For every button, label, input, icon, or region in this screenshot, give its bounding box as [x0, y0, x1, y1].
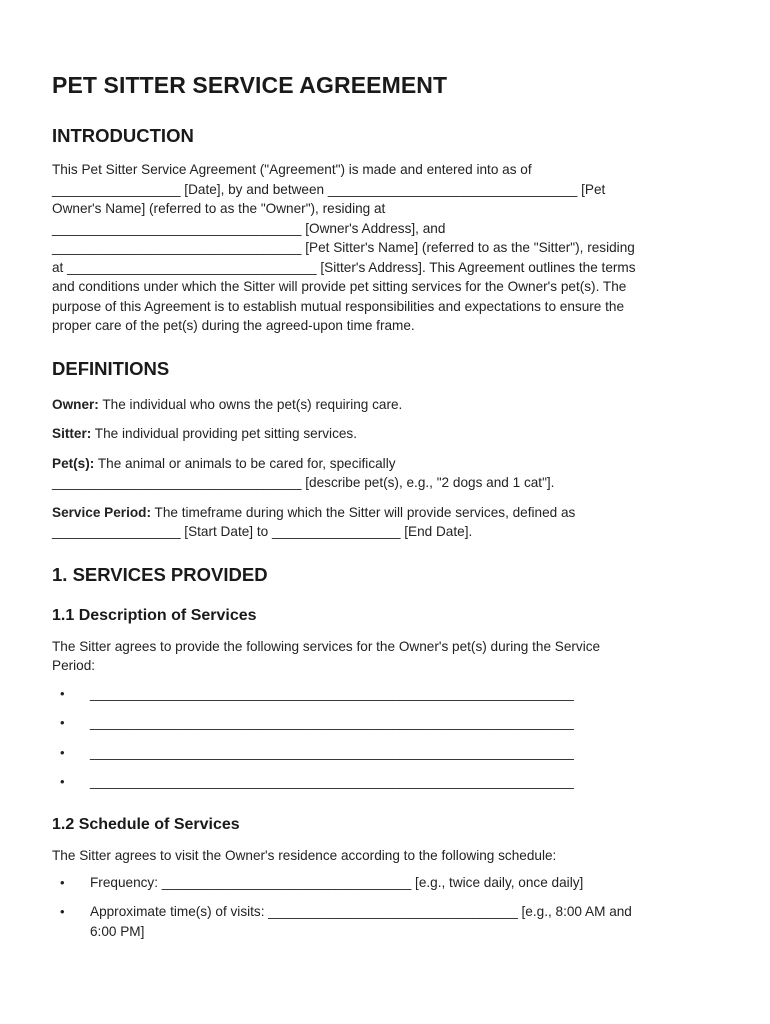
description-of-services-heading: 1.1 Description of Services — [52, 606, 257, 624]
description-line: The Sitter agrees to provide the following services for the Owner's pet(s) during the Service — [52, 638, 601, 654]
intro-line: and conditions under which the Sitter will provide pet sitting services for the Owner's pet(s). The — [52, 279, 627, 294]
bullet-icon: • — [60, 774, 65, 789]
description-of-services-text — [52, 637, 724, 676]
bullet-icon: • — [60, 875, 65, 890]
list-item — [52, 713, 724, 743]
definition-text: The individual who owns the pet(s) requiring care. — [98, 396, 403, 412]
intro-line: _________________________________ [Pet Sitter's Name] (referred to as the "Sitter"), residing — [52, 240, 635, 255]
list-item — [52, 873, 724, 893]
visit-times-line: 6:00 PM] — [90, 923, 145, 939]
intro-line: proper care of the pet(s) during the agreed-upon time frame. — [52, 318, 415, 333]
schedule-of-services-text: The Sitter agrees to visit the Owner's residence according to the following schedule: — [52, 847, 557, 863]
intro-line: _________________ [Date], by and between _________________________________ [Pet — [52, 181, 606, 197]
document-title: PET SITTER SERVICE AGREEMENT — [52, 72, 448, 98]
list-item — [52, 743, 724, 773]
frequency-line: Frequency: _________________________________ [e.g., twice daily, once daily] — [90, 875, 584, 890]
definitions-heading: DEFINITIONS — [52, 357, 170, 379]
intro-line: at _________________________________ [Sitter's Address]. This Agreement outlines the terms — [52, 259, 636, 275]
introduction-heading: INTRODUCTION — [52, 125, 194, 146]
intro-line: This Pet Sitter Service Agreement ("Agreement") is made and entered into as of — [52, 162, 532, 177]
definition-sitter — [52, 424, 724, 444]
definition-term: Sitter: — [52, 426, 92, 441]
definition-pets — [52, 454, 724, 493]
definition-term: Pet(s): — [52, 455, 95, 471]
bullet-icon: • — [60, 744, 65, 760]
blank-line: ________________________________________________________________ — [90, 774, 574, 789]
list-item — [52, 902, 724, 941]
intro-line: purpose of this Agreement is to establish mutual responsibilities and expectations to ensure the — [52, 298, 625, 314]
bullet-icon: • — [60, 685, 65, 701]
document-content — [52, 72, 724, 951]
definition-text: The timeframe during which the Sitter will provide services, defined as — [150, 504, 576, 520]
definition-text: The individual providing pet sitting services. — [91, 426, 358, 441]
definition-text: The animal or animals to be cared for, specifically — [94, 455, 396, 471]
definition-text: _________________________________ [describe pet(s), e.g., "2 dogs and 1 cat"]. — [52, 475, 555, 490]
blank-line: ________________________________________________________________ — [90, 744, 574, 760]
definition-text: _________________ [Start Date] to _________________ [End Date]. — [52, 524, 473, 539]
schedule-of-services-heading: 1.2 Schedule of Services — [52, 815, 240, 833]
schedule-list — [52, 873, 724, 941]
visit-times-line: Approximate time(s) of visits: _________________________________ [e.g., 8:00 AM and — [90, 904, 632, 919]
description-line: Period: — [52, 658, 96, 673]
definition-service-period — [52, 503, 724, 542]
blank-line: ________________________________________________________________ — [90, 715, 574, 730]
definition-term: Service Period: — [52, 504, 151, 520]
introduction-paragraph — [52, 160, 724, 336]
services-provided-heading: 1. SERVICES PROVIDED — [52, 563, 268, 585]
list-item — [52, 772, 724, 802]
intro-line: Owner's Name] (referred to as the "Owner"), residing at — [52, 201, 386, 216]
intro-line: _________________________________ [Owner's Address], and — [52, 220, 446, 236]
list-item — [52, 684, 724, 714]
bullet-icon: • — [60, 715, 65, 730]
definition-term: Owner: — [52, 396, 99, 412]
services-blank-list — [52, 684, 724, 802]
definition-owner — [52, 395, 724, 415]
bullet-icon: • — [60, 904, 65, 919]
blank-line: ________________________________________________________________ — [90, 685, 574, 701]
